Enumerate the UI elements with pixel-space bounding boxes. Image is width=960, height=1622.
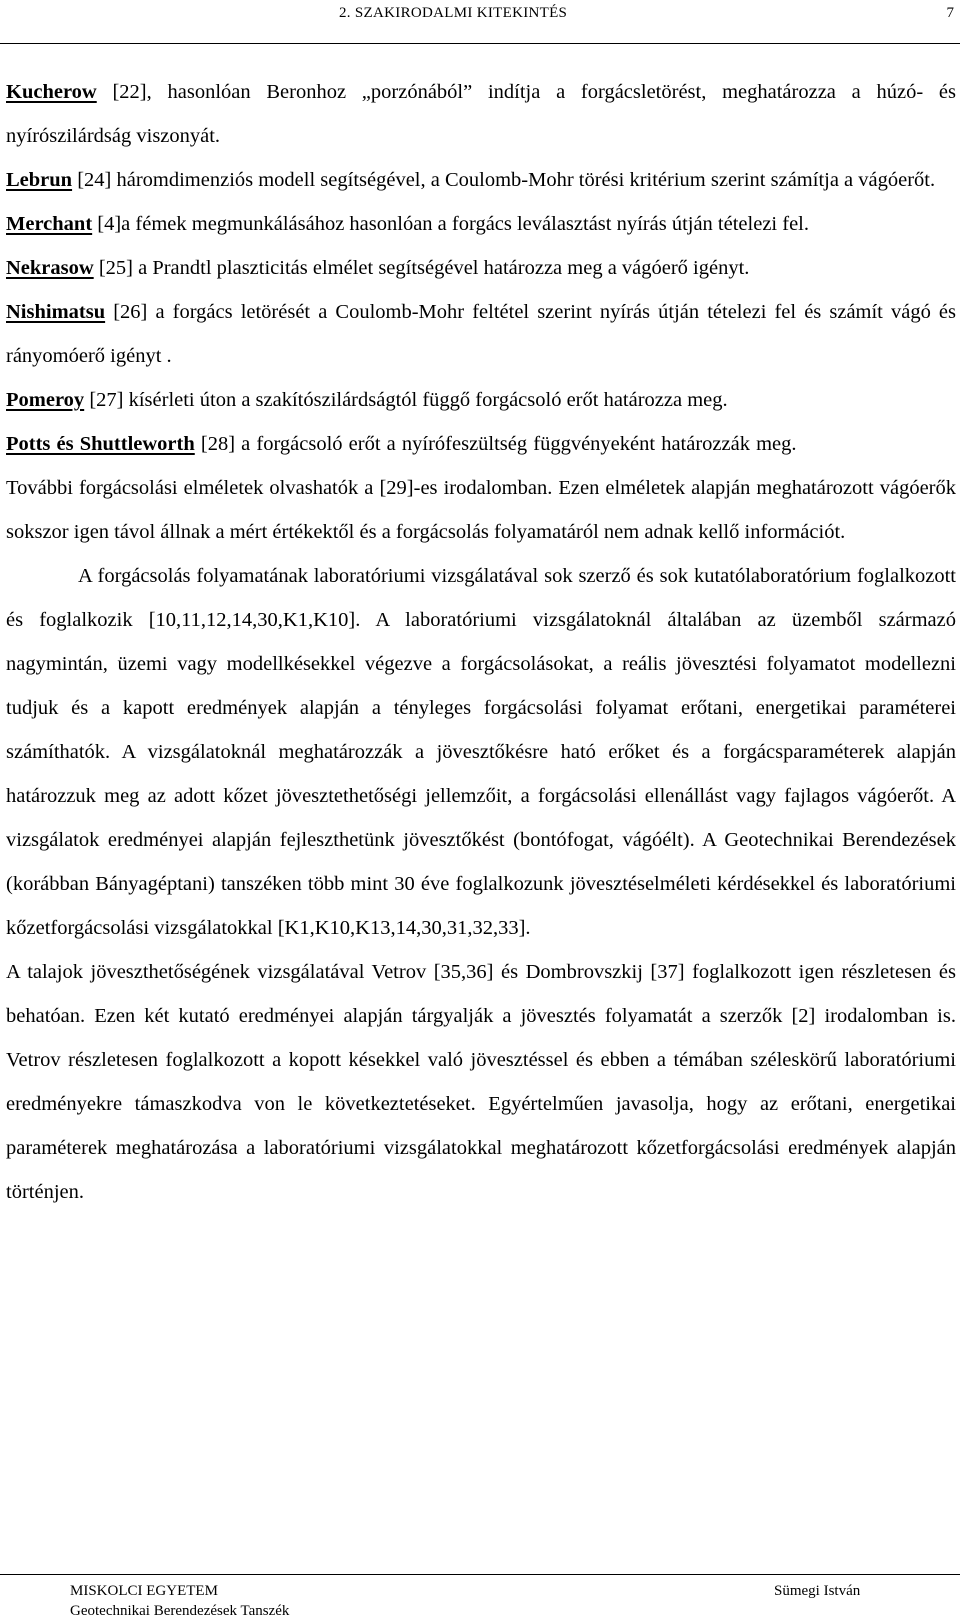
- footer-institution: MISKOLCI EGYETEM: [70, 1583, 218, 1599]
- entry-nishimatsu: [6, 290, 956, 378]
- page-footer: [0, 1574, 960, 1622]
- paragraph-soil-excavation: A talajok jöveszthetőségének vizsgálatával Vetrov [35,36] és Dombrovszkij [37] foglalkozott igen részletesen és behatóan. Ezen két kutató eredményei alapján tárgyalják a jövesztés folyamatát a szerzők [2] irodalomban is. Vetrov részletesen foglalkozott a kopott késekkel való jövesztéssel és ebben a témában széleskörű laboratóriumi eredményekre támaszkodva von le következtetéseket. Egyértelműen javasolja, hogy az erőtani, energetikai paraméterek meghatározása a laboratóriumi vizsgálatokkal meghatározott kőzetforgácsolási eredmények alapján történjen.: [6, 961, 956, 1203]
- chapter-title: 2. SZAKIRODALMI KITEKINTÉS: [339, 5, 568, 21]
- footer-department: Geotechnikai Berendezések Tanszék: [70, 1603, 290, 1619]
- page-header: [0, 0, 960, 44]
- paragraph-further-theories: További forgácsolási elméletek olvashatók a [29]-es irodalomban. Ezen elméletek alapján meghatározott vágóerők sokszor igen távol állnak a mért értékektől és a forgácsolás folyamatáról nem adnak kellő információt.: [6, 477, 956, 543]
- entry-text: [25] a Prandtl plaszticitás elmélet segítségével határozza meg a vágóerő igényt.: [93, 257, 750, 279]
- author-name: Pomeroy: [6, 389, 85, 411]
- entry-nekrasow: [6, 246, 956, 290]
- entry-text: [22], hasonlóan Beronhoz „porzónából” indítja a forgácsletörést, meghatározza a húzó- és nyírószilárdság viszonyát.: [6, 81, 956, 147]
- author-name: Merchant: [6, 213, 93, 235]
- document-body: [6, 70, 956, 1214]
- entry-merchant: [6, 202, 956, 246]
- entry-pomeroy: [6, 378, 956, 422]
- entry-text: [24] háromdimenziós modell segítségével, a Coulomb-Mohr törési kritérium szerint számítja a vágóerőt.: [72, 169, 936, 191]
- entry-text: [27] kísérleti úton a szakítószilárdságtól függő forgácsoló erőt határozza meg.: [84, 389, 728, 411]
- entry-text: [4]a fémek megmunkálásához hasonlóan a forgács leválasztást nyírás útján tételezi fel.: [92, 213, 809, 235]
- author-name: Kucherow: [6, 81, 97, 103]
- entry-text: [28] a forgácsoló erőt a nyírófeszültség függvényeként határozzák meg.: [194, 433, 797, 455]
- author-name: Potts és Shuttleworth: [6, 433, 195, 455]
- paragraph-laboratory-studies: A forgácsolás folyamatának laboratóriumi vizsgálatával sok szerző és sok kutatólaboratórium foglalkozott és foglalkozik [10,11,12,14,30,K1,K10]. A laboratóriumi vizsgálatoknál általában az üzemből származó nagymintán, üzemi vagy modellkésekkel végezve a forgácsolásokat, a reális jövesztési folyamatot modellezni tudjuk és a kapott eredmények alapján a tényleges forgácsolási folyamat erőtani, energetikai paraméterei számíthatók. A vizsgálatoknál meghatározzák a jövesztőkésre ható erőket és a forgácsparaméterek alapján határozzuk meg az adott kőzet jövesztethetőségi jellemzőit, a forgácsolási ellenállást vagy fajlagos vágóerőt. A vizsgálatok eredményei alapján fejleszthetünk jövesztőkést (bontófogat, vágóélt). A Geotechnikai Berendezések (korábban Bányagéptani) tanszéken több mint 30 éve foglalkozunk jövesztéselméleti kérdésekkel és laboratóriumi kőzetforgácsolási vizsgálatokkal [K1,K10,K13,14,30,31,32,33].: [6, 565, 956, 939]
- author-name: Nishimatsu: [6, 301, 106, 323]
- footer-institution-block: [70, 1581, 289, 1621]
- author-name: Nekrasow: [6, 257, 94, 279]
- page-number: 7: [946, 5, 954, 21]
- footer-author: Sümegi István: [774, 1583, 861, 1599]
- entry-lebrun: [6, 158, 956, 202]
- entry-kucherow: [6, 70, 956, 158]
- entry-text: [26] a forgács letörését a Coulomb-Mohr feltétel szerint nyírás útján tételezi fel és számít vágó és rányomóerő igényt .: [6, 301, 956, 367]
- author-name: Lebrun: [6, 169, 73, 191]
- entry-potts-shuttleworth: [6, 422, 956, 466]
